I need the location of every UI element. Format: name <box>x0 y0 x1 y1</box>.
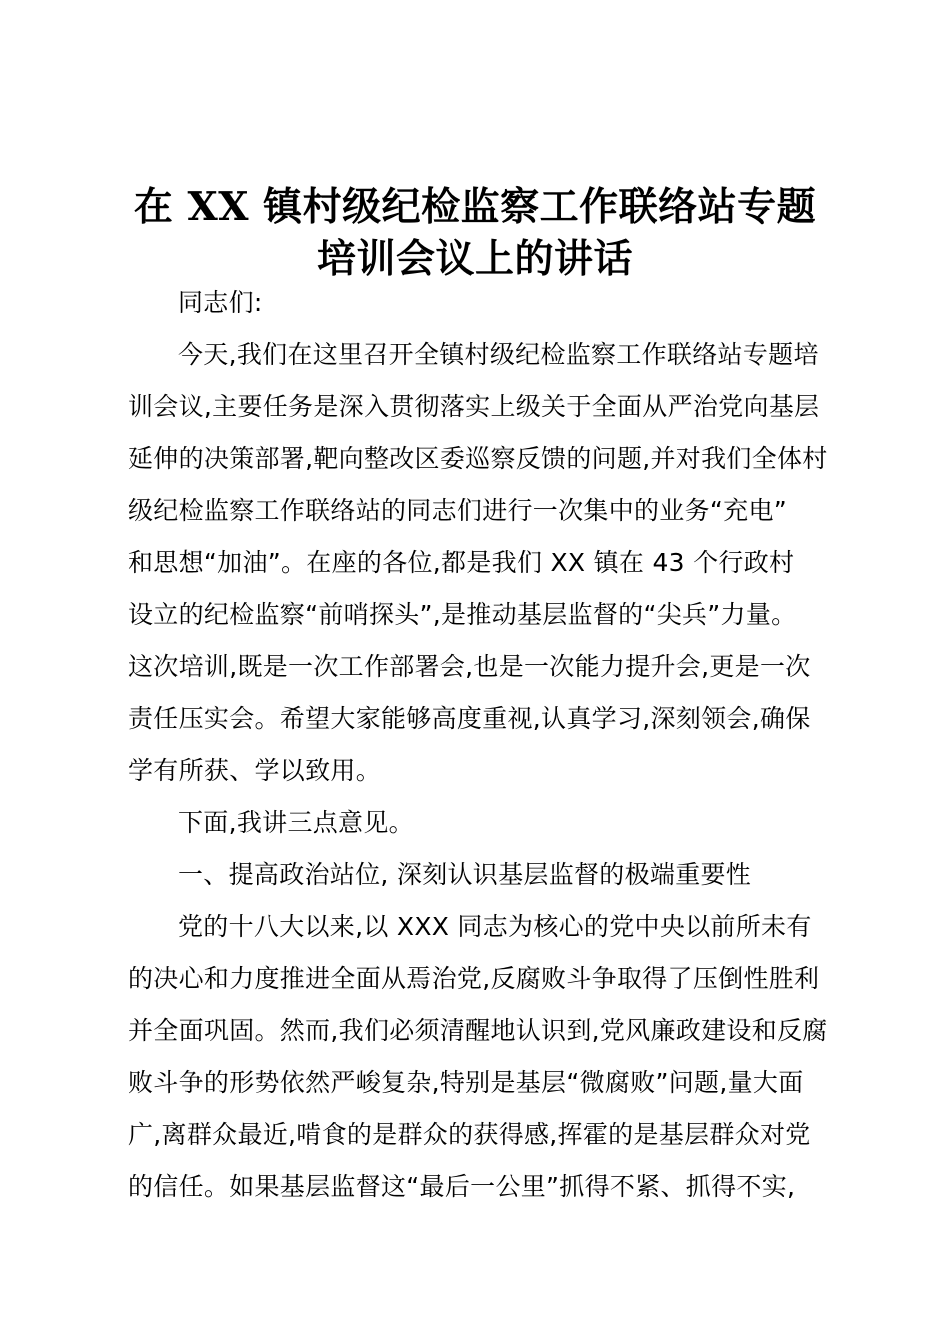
paragraph-line: 级纪检监察工作联络站的同志们进行一次集中的业务“充电” <box>128 496 788 525</box>
document-title-line-2: 培训会议上的讲话 <box>316 236 633 282</box>
paragraph-line: 训会议,主要任务是深入贯彻落实上级关于全面从严治党向基层 <box>128 392 820 421</box>
salutation: 同志们: <box>178 288 263 317</box>
paragraph-line: 的信任。如果基层监督这“最后一公里”抓得不紧、抓得不实, <box>128 1172 796 1201</box>
paragraph-line: 党的十八大以来,以 XXX 同志为核心的党中央以前所未有 <box>178 912 812 941</box>
paragraph-line: 设立的纪检监察“前哨探头”,是推动基层监督的“尖兵”力量。 <box>128 600 797 629</box>
paragraph-line: 今天,我们在这里召开全镇村级纪检监察工作联络站专题培 <box>178 340 819 369</box>
paragraph-line: 和思想“加油”。在座的各位,都是我们 XX 镇在 43 个行政村 <box>128 548 795 577</box>
document-title-line-1: 在 XX 镇村级纪检监察工作联络站专题 <box>133 184 817 230</box>
paragraph-line: 的决心和力度推进全面从焉治党,反腐败斗争取得了压倒性胜利 <box>128 964 820 993</box>
paragraph-line: 并全面巩固。然而,我们必须清醒地认识到,党风廉政建设和反腐 <box>128 1016 828 1045</box>
section-heading: 一、提高政治站位, 深刻认识基层监督的极端重要性 <box>178 860 752 889</box>
paragraph-line: 学有所获、学以致用。 <box>128 756 382 785</box>
paragraph-line: 败斗争的形势依然严峻复杂,特别是基层“微腐败”问题,量大面 <box>128 1068 804 1097</box>
paragraph-line: 延伸的决策部署,靶向整改区委巡察反馈的问题,并对我们全体村 <box>128 444 828 473</box>
paragraph-line: 这次培训,既是一次工作部署会,也是一次能力提升会,更是一次 <box>128 652 811 681</box>
paragraph-line: 广,离群众最近,啃食的是群众的获得感,挥霍的是基层群众对党 <box>128 1120 811 1149</box>
paragraph-line: 责任压实会。希望大家能够高度重视,认真学习,深刻领会,确保 <box>128 704 811 733</box>
paragraph-line: 下面,我讲三点意见。 <box>178 808 414 837</box>
